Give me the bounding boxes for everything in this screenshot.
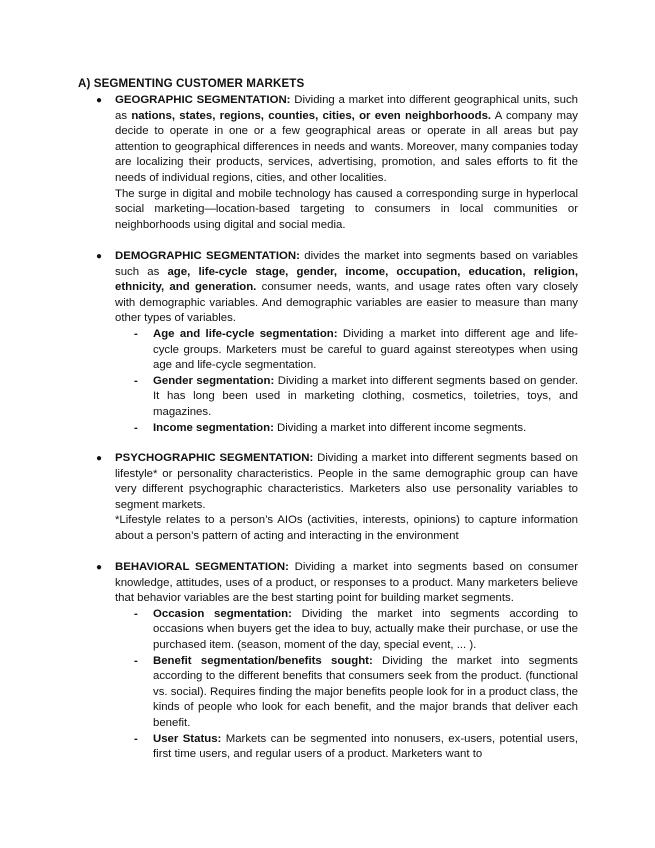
geographic-section — [96, 93, 579, 233]
sub-item-gender — [134, 374, 578, 421]
sub-item-user-status — [134, 732, 578, 763]
geographic-paragraph — [115, 93, 578, 187]
sub-item-text: Markets can be segmented into nonusers, ex-users, potential users, first time users, and regular users of a product. Marketers want to — [153, 732, 578, 761]
dash-marker: - — [134, 607, 138, 620]
section-heading: A) SEGMENTING CUSTOMER MARKETS — [78, 77, 305, 90]
demographic-examples: age, life-cycle stage, gender, income, occupation, education, religion, ethnicity, and generation. — [115, 265, 578, 294]
bullet-icon: ● — [96, 453, 103, 464]
sub-item-income — [134, 421, 578, 437]
sub-item-title: Gender segmentation: — [153, 374, 275, 387]
dash-marker: - — [134, 421, 138, 434]
demographic-intro: divides the market into segments based on variables such as — [115, 250, 578, 278]
demographic-paragraph — [115, 249, 578, 327]
sub-item-text: Dividing the market into segments according to occasions when buyers get the idea to buy, actually make their purchase, or use the purchased item. (season, moment of the day, special event, ... ). — [153, 607, 578, 651]
dash-marker: - — [134, 654, 138, 667]
bullet-icon: ● — [96, 251, 103, 262]
geographic-intro: Dividing a market into different geographical units, such as — [115, 94, 578, 122]
sub-item-title: Age and life-cycle segmentation: — [153, 327, 338, 340]
behavioral-section — [96, 560, 579, 763]
sub-item-text: Dividing the market into segments according to the different benefits that consumers seek from the product. (functional vs. social). Requires finding the major benefits people look for in a product class, the kinds of people who look for each benefit, and the major brands that deliver each benefit. — [153, 654, 578, 729]
bullet-icon: ● — [96, 95, 103, 106]
psychographic-body: Dividing a market into different segments based on lifestyle* or personality characteristics. People in the same demographic group can have very different psychographic characteristics. Marketers also use personality variables to segment markets. — [115, 452, 579, 511]
sub-item-age — [134, 327, 578, 374]
sub-item-title: Income segmentation: — [153, 421, 274, 434]
demographic-body: consumer needs, wants, and usage rates often vary closely with demographic variables. And demographic variables are easier to measure than many other types of variables. — [115, 281, 578, 325]
dash-marker: - — [134, 732, 138, 745]
behavioral-paragraph — [115, 560, 578, 607]
psychographic-section — [96, 451, 579, 545]
geographic-body: A company may decide to operate in one or a few geographical areas or operate in all areas but pay attention to geographical differences in needs and wants. Moreover, many companies today are localizing their products, services, advertising, promotion, and sales efforts to fit the needs of individual regions, cities, and other localities. — [115, 109, 579, 184]
bullet-icon: ● — [96, 562, 103, 573]
sub-item-text: Dividing a market into different income segments. — [273, 421, 527, 434]
geographic-title: GEOGRAPHIC SEGMENTATION: — [115, 94, 291, 106]
behavioral-title: BEHAVIORAL SEGMENTATION: — [115, 561, 289, 573]
sub-item-text: Dividing a market into different age and life-cycle groups. Marketers must be careful to guard against stereotypes when using age and life-cycle segmentation. — [153, 327, 578, 372]
psychographic-title: PSYCHOGRAPHIC SEGMENTATION: — [115, 452, 314, 464]
sub-item-title: User Status: — [153, 732, 222, 745]
dash-marker: - — [134, 327, 138, 340]
demographic-section — [96, 249, 578, 436]
sub-item-occasion — [134, 607, 578, 654]
sub-item-title: Occasion segmentation: — [153, 607, 292, 620]
psychographic-paragraph — [115, 451, 578, 513]
demographic-title: DEMOGRAPHIC SEGMENTATION: — [115, 250, 300, 262]
dash-marker: - — [134, 374, 138, 387]
psychographic-note: *Lifestyle relates to a person’s AIOs (activities, interests, opinions) to capture information about a person’s pattern of acting and interacting in the environment — [115, 514, 578, 542]
sub-item-text: Dividing a market into different segments based on gender. It has long been used in marketing clothing, cosmetics, toiletries, toys, and magazines. — [153, 374, 578, 418]
geographic-examples: nations, states, regions, counties, cities, or even neighborhoods. — [131, 109, 492, 122]
behavioral-body: Dividing a market into segments based on consumer knowledge, attitudes, uses of a product, or responses to a product. Many marketers believe that behavior variables are the best starting point for building market segments. — [115, 561, 579, 605]
sub-item-benefit — [134, 654, 578, 732]
geographic-paragraph-2: The surge in digital and mobile technology has caused a corresponding surge in hyperlocal social marketing—location-based targeting to consumers in local communities or neighborhoods using digital and social media. — [115, 187, 578, 231]
sub-item-title: Benefit segmentation/benefits sought: — [153, 654, 373, 667]
